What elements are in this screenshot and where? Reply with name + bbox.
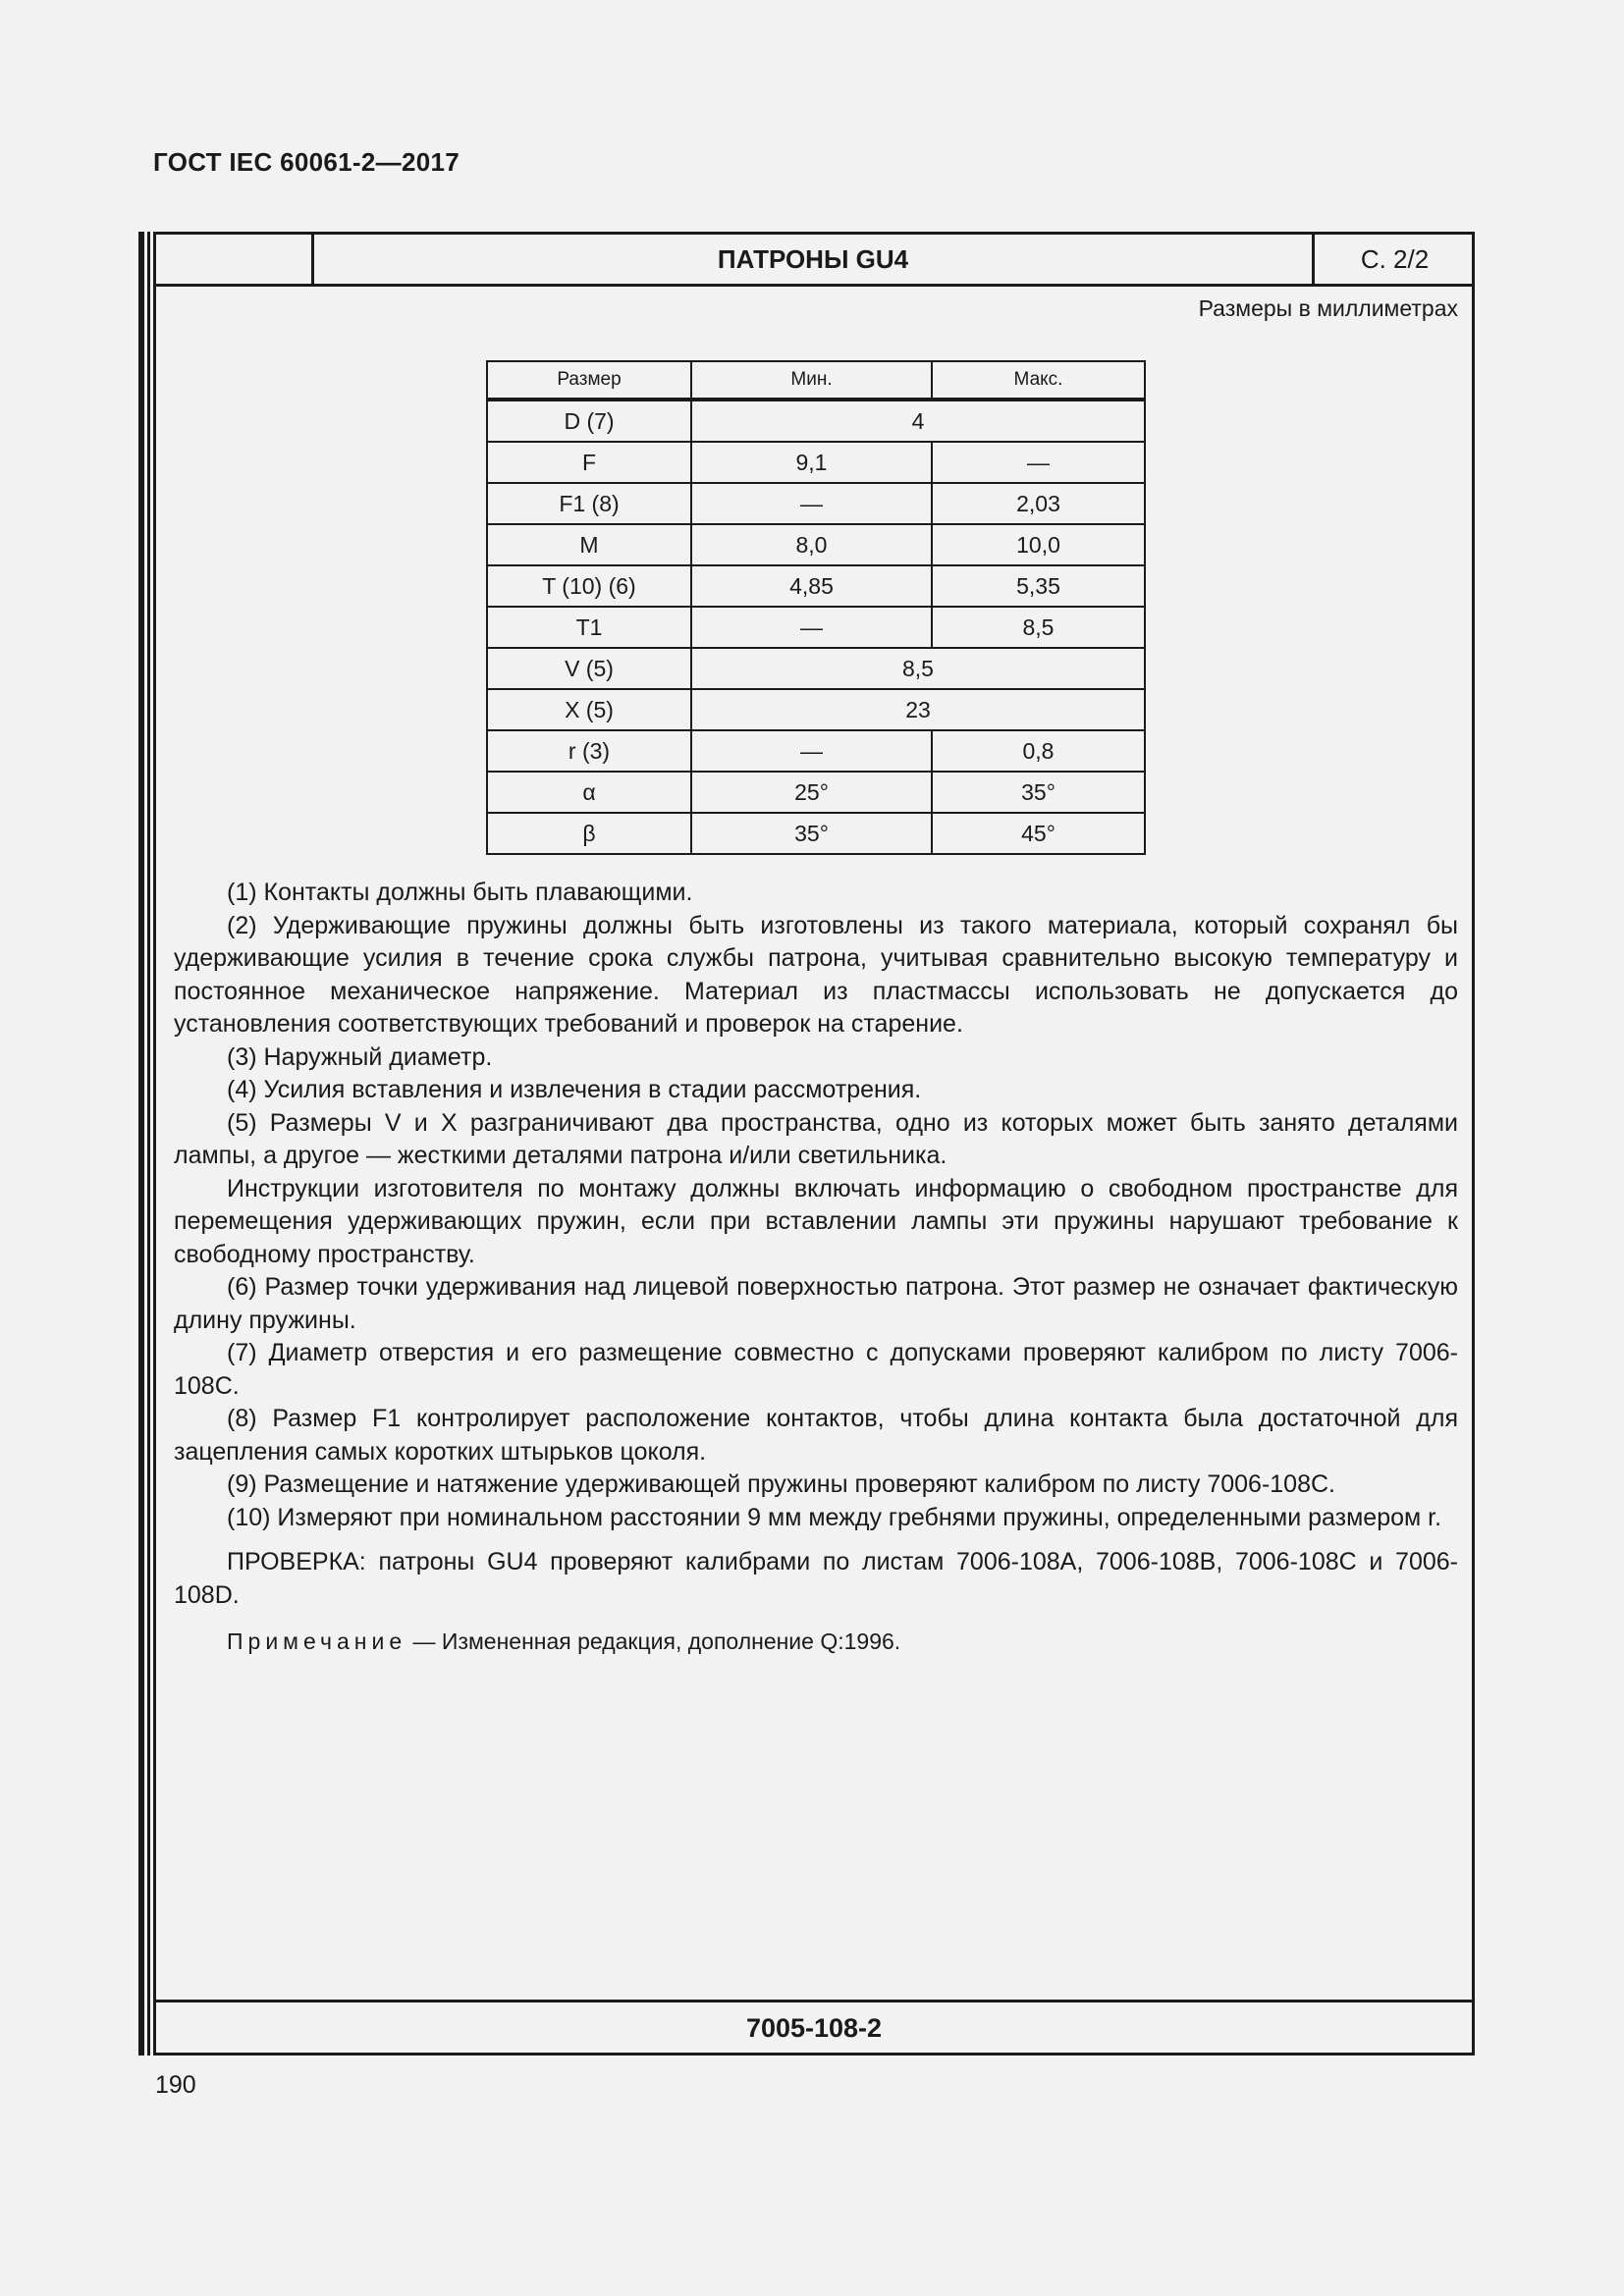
- max-cell: 2,03: [932, 483, 1145, 524]
- size-cell: X (5): [487, 689, 691, 730]
- size-cell: β: [487, 813, 691, 854]
- sheet-title: ПАТРОНЫ GU4: [717, 244, 909, 274]
- size-cell: T1: [487, 607, 691, 648]
- size-cell: M: [487, 524, 691, 565]
- remark-line: [174, 1626, 1458, 1659]
- value-cell: 8,5: [691, 648, 1145, 689]
- table-row: [487, 483, 1145, 524]
- note-9: (9) Размещение и натяжение удерживающей пружины проверяют калибром по листу 7006-108С.: [227, 1470, 1335, 1498]
- size-cell: F: [487, 442, 691, 483]
- header-max: Макс.: [932, 361, 1145, 400]
- min-cell: 8,0: [691, 524, 932, 565]
- sheet-frame: [153, 232, 1475, 2056]
- header-min: Мин.: [691, 361, 932, 400]
- note-5: (5) Размеры V и X разграничивают два пространства, одно из которых может быть занято деталями лампы, а другое — жесткими деталями патрона и/или светильника.: [174, 1108, 1458, 1169]
- page-number: 190: [155, 2071, 196, 2099]
- min-cell: 4,85: [691, 565, 932, 607]
- min-cell: —: [691, 483, 932, 524]
- note-6: (6) Размер точки удерживания над лицевой поверхностью патрона. Этот размер не означает фактическую длину пружины.: [174, 1273, 1458, 1334]
- table-row: [487, 524, 1145, 565]
- dimensions-table: [486, 360, 1146, 855]
- note-3: (3) Наружный диаметр.: [227, 1042, 493, 1071]
- max-cell: 5,35: [932, 565, 1145, 607]
- title-row: [156, 235, 1472, 287]
- sheet-footer-code: 7005-108-2: [156, 2000, 1472, 2056]
- note-5-continuation: Инструкции изготовителя по монтажу должны включать информацию о свободном пространстве для перемещения удерживающих пружин, если при вставлении лампы эти пружины нарушают требование к свободному пространству.: [174, 1174, 1458, 1268]
- min-cell: 35°: [691, 813, 932, 854]
- remark-text: — Измененная редакция, дополнение Q:1996.: [406, 1629, 901, 1654]
- units-note: Размеры в миллиметрах: [1198, 295, 1458, 321]
- table-row: [487, 442, 1145, 483]
- size-cell: T (10) (6): [487, 565, 691, 607]
- min-cell: —: [691, 730, 932, 772]
- value-cell: 23: [691, 689, 1145, 730]
- table-row: [487, 607, 1145, 648]
- size-cell: V (5): [487, 648, 691, 689]
- size-cell: α: [487, 772, 691, 813]
- note-8: (8) Размер F1 контролирует расположение контактов, чтобы длина контакта была достаточной для зацепления самых коротких штырьков цоколя.: [174, 1405, 1458, 1466]
- frame-margin-bar-thick: [138, 232, 144, 2056]
- note-4: (4) Усилия вставления и извлечения в стадии рассмотрения.: [227, 1076, 922, 1103]
- size-cell: D (7): [487, 400, 691, 442]
- max-cell: 35°: [932, 772, 1145, 813]
- frame-margin-bar-thin: [147, 232, 150, 2056]
- note-2: (2) Удерживающие пружины должны быть изготовлены из такого материала, который сохранял бы удерживающие усилия в течение срока службы патрона, учитывая сравнительно высокую температуру и постоянное механическое напряжение. Материал из пластмассы использовать не допускается до установления соответствующих требований и проверок на старение.: [174, 911, 1458, 1038]
- table-row: [487, 730, 1145, 772]
- remark-label: Примечание: [227, 1629, 407, 1654]
- note-10: (10) Измеряют при номинальном расстоянии 9 мм между гребнями пружины, определенными размером r.: [227, 1503, 1442, 1531]
- max-cell: 10,0: [932, 524, 1145, 565]
- notes-section: [174, 877, 1458, 1659]
- table-row: [487, 648, 1145, 689]
- table-row: [487, 689, 1145, 730]
- min-cell: 9,1: [691, 442, 932, 483]
- size-cell: F1 (8): [487, 483, 691, 524]
- table-header-row: [487, 361, 1145, 400]
- table-row: [487, 400, 1145, 442]
- size-cell: r (3): [487, 730, 691, 772]
- title-empty-cell: [156, 235, 314, 284]
- header-size: Размер: [487, 361, 691, 400]
- check-paragraph: ПРОВЕРКА: патроны GU4 проверяют калибрами по листам 7006-108А, 7006-108В, 7006-108С и 7006-108D.: [174, 1548, 1458, 1609]
- table-row: [487, 565, 1145, 607]
- value-cell: 4: [691, 400, 1145, 442]
- min-cell: —: [691, 607, 932, 648]
- max-cell: 45°: [932, 813, 1145, 854]
- max-cell: 8,5: [932, 607, 1145, 648]
- min-cell: 25°: [691, 772, 932, 813]
- max-cell: —: [932, 442, 1145, 483]
- document-header: ГОСТ IEC 60061-2—2017: [153, 147, 460, 177]
- note-1: (1) Контакты должны быть плавающими.: [227, 879, 693, 906]
- sheet-page: С. 2/2: [1312, 235, 1475, 284]
- max-cell: 0,8: [932, 730, 1145, 772]
- table-row: [487, 813, 1145, 854]
- table-row: [487, 772, 1145, 813]
- note-7: (7) Диаметр отверстия и его размещение совместно с допусками проверяют калибром по листу 7006-108С.: [174, 1339, 1458, 1400]
